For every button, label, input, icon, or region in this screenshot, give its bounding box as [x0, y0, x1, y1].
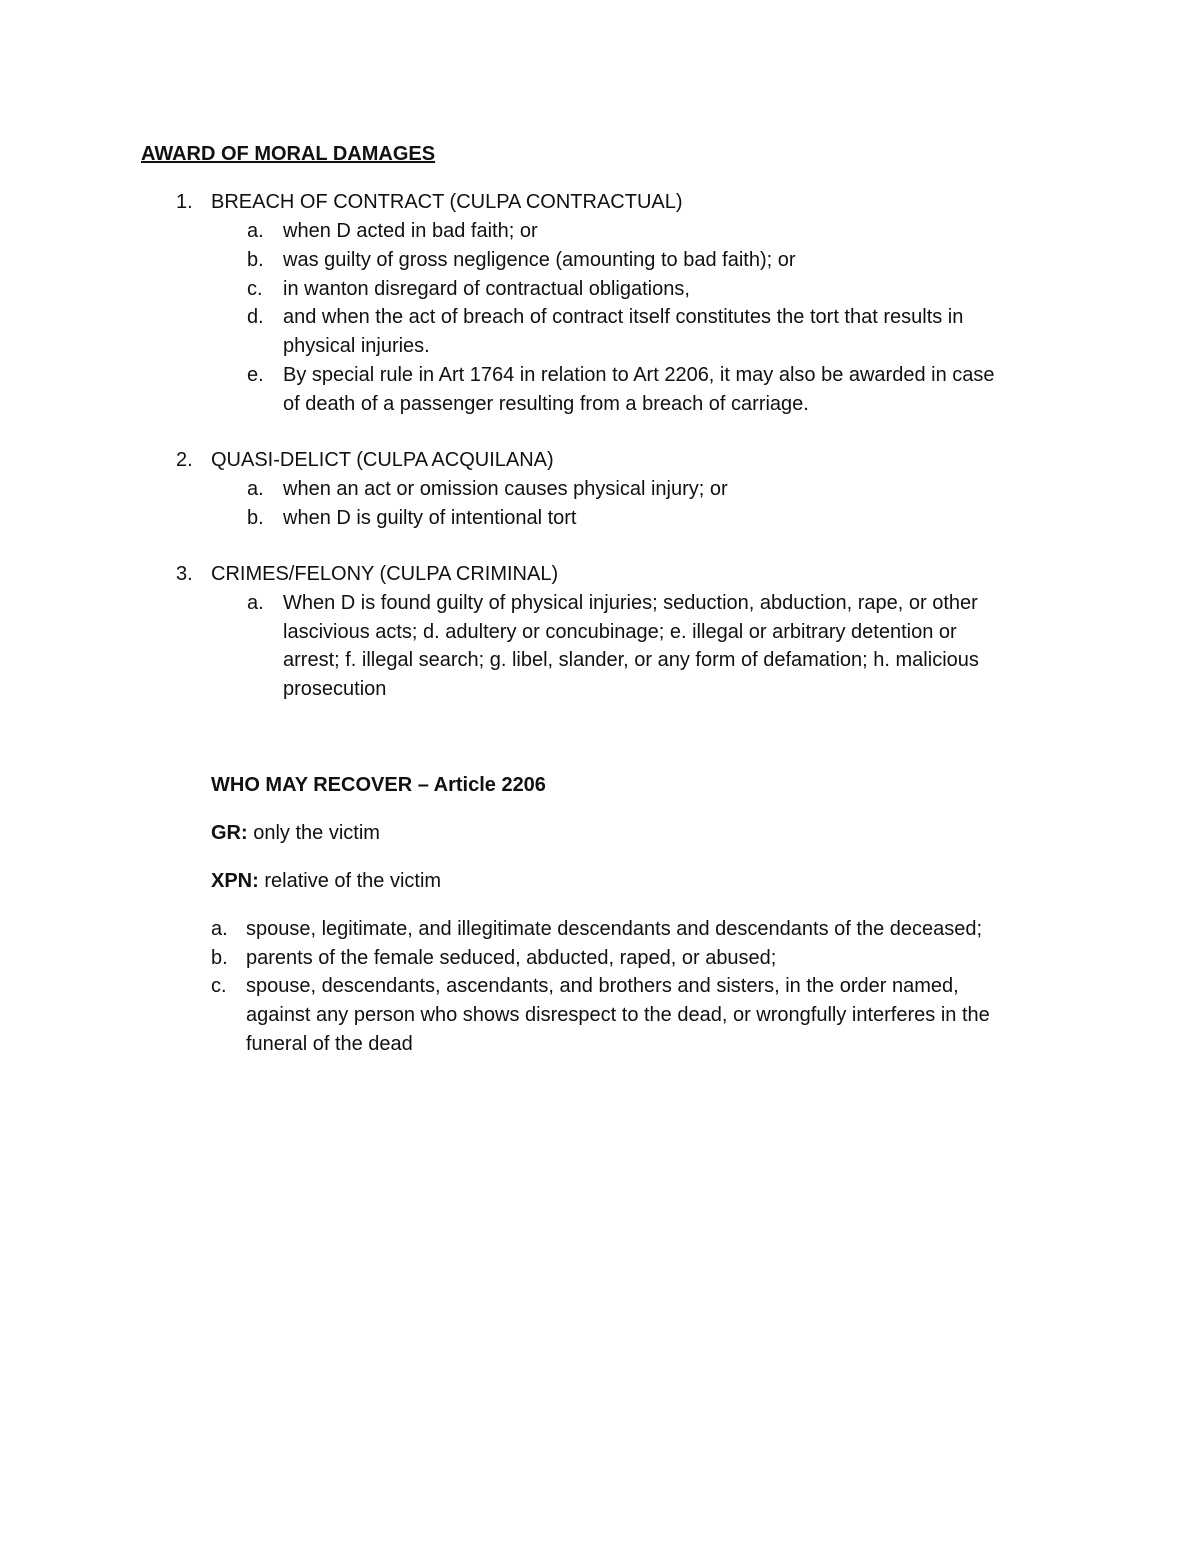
list-marker: c. [211, 975, 227, 997]
list-marker: d. [247, 306, 264, 328]
list-item: By special rule in Art 1764 in relation to Art 2206, it may also be awarded in case [283, 364, 995, 386]
section-heading: QUASI-DELICT (CULPA ACQUILANA) [211, 449, 554, 471]
xpn-text: relative of the victim [258, 870, 442, 892]
list-item: was guilty of gross negligence (amounting to bad faith); or [283, 249, 796, 271]
list-item: parents of the female seduced, abducted, raped, or abused; [246, 947, 777, 969]
list-marker: a. [247, 478, 264, 500]
list-item: in wanton disregard of contractual obligations, [283, 278, 690, 300]
gr-text: only the victim [247, 822, 380, 844]
section-heading: BREACH OF CONTRACT (CULPA CONTRACTUAL) [211, 191, 683, 213]
list-item-continuation: of death of a passenger resulting from a breach of carriage. [283, 393, 809, 415]
list-item-continuation: lascivious acts; d. adultery or concubinage; e. illegal or arbitrary detention or [283, 621, 957, 643]
list-item: when D acted in bad faith; or [283, 220, 538, 242]
list-marker: a. [247, 592, 264, 614]
xpn-line [211, 869, 441, 893]
list-marker: b. [247, 249, 264, 271]
list-marker: b. [247, 507, 264, 529]
recover-heading: WHO MAY RECOVER – Article 2206 [211, 774, 546, 796]
list-item-continuation: prosecution [283, 678, 387, 700]
list-marker: e. [247, 364, 264, 386]
section-heading: CRIMES/FELONY (CULPA CRIMINAL) [211, 563, 559, 585]
gr-line [211, 821, 380, 845]
section-number: 1. [176, 191, 193, 213]
list-item-continuation: arrest; f. illegal search; g. libel, slander, or any form of defamation; h. malicious [283, 649, 979, 671]
list-item: spouse, descendants, ascendants, and brothers and sisters, in the order named, [246, 975, 959, 997]
list-item: when D is guilty of intentional tort [283, 507, 577, 529]
list-item: When D is found guilty of physical injuries; seduction, abduction, rape, or other [283, 592, 978, 614]
list-item-continuation: funeral of the dead [246, 1033, 413, 1055]
list-marker: a. [211, 918, 228, 940]
list-marker: c. [247, 278, 263, 300]
section-number: 3. [176, 563, 193, 585]
list-marker: b. [211, 947, 228, 969]
list-item-continuation: against any person who shows disrespect to the dead, or wrongfully interferes in the [246, 1004, 990, 1026]
list-item: when an act or omission causes physical injury; or [283, 478, 728, 500]
gr-label: GR: [211, 822, 248, 844]
list-item: and when the act of breach of contract itself constitutes the tort that results in [283, 306, 964, 328]
section-number: 2. [176, 449, 193, 471]
list-marker: a. [247, 220, 264, 242]
document-title: AWARD OF MORAL DAMAGES [141, 143, 436, 165]
xpn-label: XPN: [211, 870, 259, 892]
list-item-continuation: physical injuries. [283, 335, 430, 357]
list-item: spouse, legitimate, and illegitimate descendants and descendants of the deceased; [246, 918, 983, 940]
